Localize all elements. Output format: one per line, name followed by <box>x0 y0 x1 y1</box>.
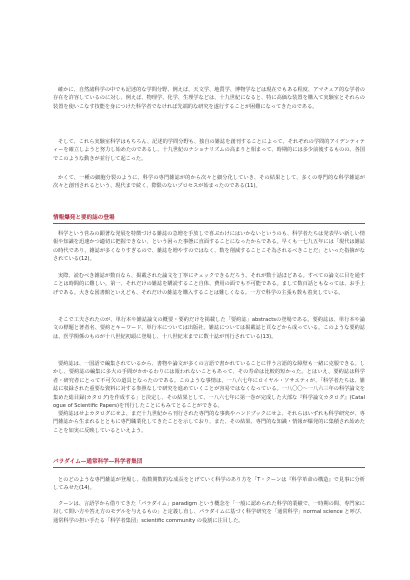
section-heading-1 <box>53 214 365 224</box>
body-text: 要約誌は、一国語で編集されているから、書物や論文が多くの言語で書かれていることに伴う言語的な障壁も一緒に克服できる。しかし、要約誌の編集に多大の手間がかかるわりには報われないこともあって、その寿命は比較的短かった。とはいえ、要約誌は科学者・研究者にとって不可欠の道具となったのである。このような事情は、一八六七年にロイヤル・ソサエティが、「科学者たちは、雑誌に収録された重要な資料に対する参照なしで研究を進めていくことが容易ではなくなっている。一八〇〇〜一八六三年の科学論文を集めた総目録(カタログ)を作成する」と決定し、その結果として、一八六七年に第一巻が完成した大部な『科学論文カタログ』(Catalogue of Scientific Papers)を刊行したことにもみてとることができる。 <box>53 361 365 410</box>
section-title: 情報爆発と要約誌の登場 <box>53 215 115 221</box>
paragraph-6 <box>53 316 365 341</box>
section-rule <box>53 467 365 468</box>
paragraph-9 <box>53 476 365 493</box>
section-title: パラダイム—通常科学—科学者集団 <box>53 459 143 465</box>
section-heading-2 <box>53 458 365 468</box>
body-text: 要約誌はせよカタログにせよ、まだ十九世紀から刊行された専門的な事典やハンドブックにせよ、それらはいずれも科学研究が、専門雑誌から生まれるとともに専門職業化してきたことを示しており、また、その結果、専門的な知識・情報が爆発的に集積され始めたことを如実に反映しているといえよう。 <box>53 411 365 434</box>
body-text: 確かに、自然諸科学の中でも記述的な学問分野、例えば、天文学、地質学、博物学などは現在でもある程度、アマチュア的な学者の存在を許容しているのに対し、例えば、物理学、化学、生理学などは、十九世紀になると、特に高価な装置を購入て実験室とそれらの装置を使いこなす技能を身につけた科学者でなければ先端的な研究を遂行することが困難になってきたのである。 <box>53 87 365 110</box>
paragraph-10 <box>53 500 365 525</box>
body-text: とのどのような専門雑誌が登場し、指数関数的な成長をとげていく科学のあり方を「T・クーンは『科学革命の構造』で見事に分析してみせた(14)。 <box>53 477 365 492</box>
body-text: そして、これら実験室科学はもちろん、記述的学問分野も、独自の雑誌を創刊することによって、それぞれの学問的アイデンティティーを確立しようと努力し始めたのであるし、十九世紀のナショナリズムの高まりと相まって、時期的には多少前後するものの、各国でこのような動きが並行して起こった。 <box>53 139 365 162</box>
body-text: クーンは、言語学から借りてきた「パラダイム」paradigm という概念を「一般に認められた科学的業績で、一時期の間、専門家に対して問い方や答え方のモデルを与えるもの」と定義し直し、パラダイムに基づく科学研究を「通常科学」normal science と呼び、通常科学の担い手たる「科学者集団」scientific community の役割に注目した。 <box>53 501 365 524</box>
paragraph-7 <box>53 360 365 410</box>
section-rule <box>53 223 365 224</box>
body-text: 科学という営みの顕著な発展を特徴づける雑誌の急増を手放しで喜ぶわけにはいかないというのも、科学者たちは発表早い新しい情報や知識を迅速かつ適切に把握できない、という困った事態に直面することになったからである。早くも一七九五年には「現代は雑誌の時代であり、雑誌が多くなりすぎるので、雑誌を増やすのではなく、数を削減することこそ為されるべきことだ」といった指摘がなされている(12)。 <box>53 231 365 263</box>
paragraph-4 <box>53 230 365 264</box>
paragraph-5 <box>53 272 365 297</box>
body-text: 実際、読むべき雑誌が数百なら、掲載された論文を丁寧にチェックできるだろう。それが数十話ほどある。すべての論文に目を通すことは時間的に難しい。第一、それだけの雑誌を購読すること自体、費用の面でも不可能である。まして数百話ともなっては、お手上げである。大きな図書館といえども、それだけの雑誌を購入することは難しくなる。一方で科学の主張も数も着実している。 <box>53 273 365 296</box>
paragraph-2 <box>53 138 365 163</box>
paragraph-3 <box>53 174 365 191</box>
body-text: そこで工夫されたのが、単行本や雑誌論文の概要・要約だけを掲載した「要約誌」abstractsの登場である。要約誌は、単行本や論文の標題と著者名、要約とキーワード、単行本については出版社、雑誌については掲載誌と頁などから成っている。このような要約誌は、医学関係のものが十八世紀初頭に登場し、十八世紀末までに数十誌が刊行されている(13)。 <box>53 317 365 340</box>
paragraph-1 <box>53 86 365 111</box>
paragraph-8 <box>53 410 365 435</box>
body-text: かくて、一種の細胞分裂のように、科学の専門雑誌が的から次々と細分化していき、その結果として、多くの専門的な科学雑誌が次々と創刊されるという、現代まで続く、際限のないプロセスが始まったのである(11)。 <box>53 175 365 190</box>
